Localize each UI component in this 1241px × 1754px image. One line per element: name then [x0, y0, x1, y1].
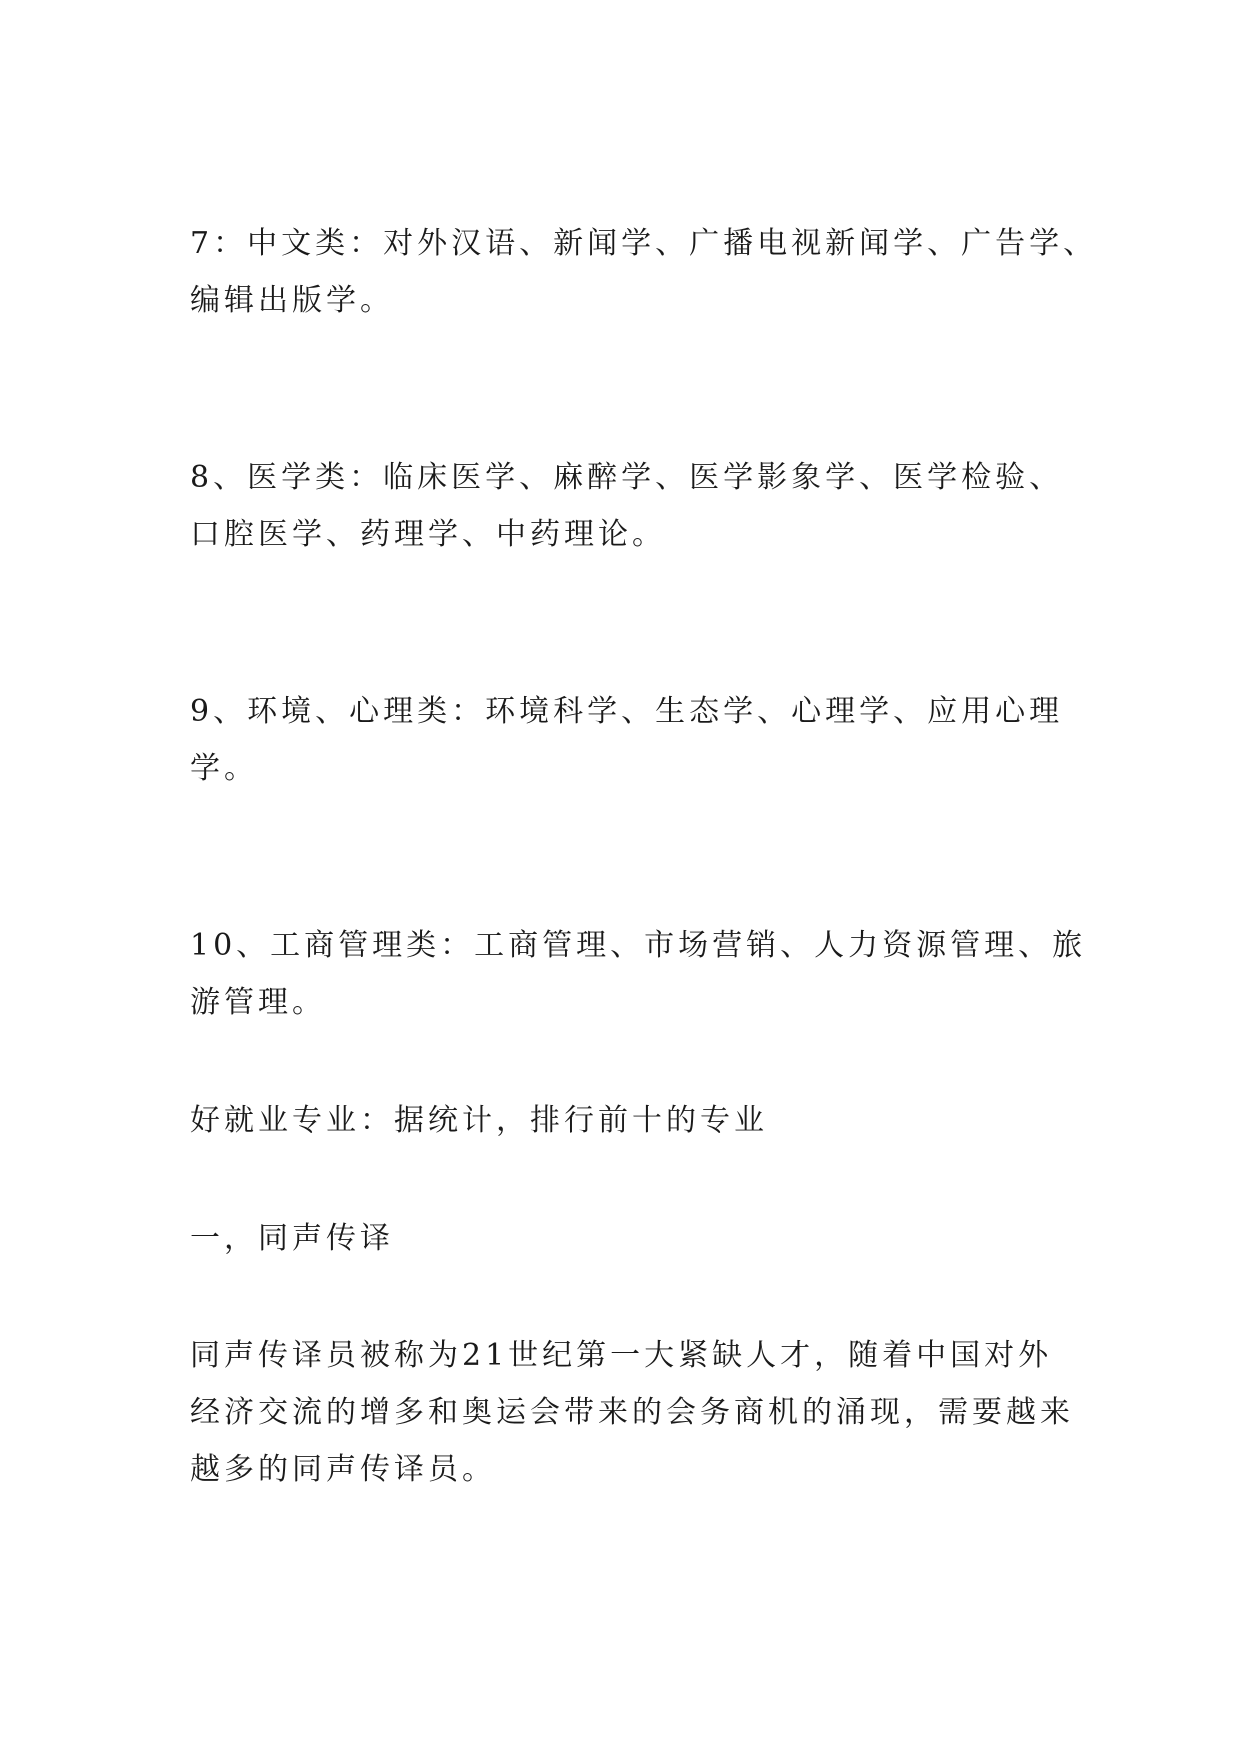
- text-line: 好就业专业：据统计，排行前十的专业: [190, 1103, 768, 1138]
- paragraph-chinese-majors: [190, 215, 1098, 329]
- paragraph-medical-majors: [190, 449, 1070, 563]
- text-line: 越多的同声传译员。: [190, 1452, 496, 1487]
- text-line: 学。: [190, 751, 258, 786]
- text-line: 编辑出版学。: [190, 283, 394, 318]
- paragraph-employment-intro: [190, 1092, 1070, 1149]
- paragraph-interpretation-body: [190, 1327, 1074, 1498]
- paragraph-business-management-majors: [190, 917, 1087, 1031]
- text-line: 游管理。: [190, 985, 326, 1020]
- text-line: 10、工商管理类：工商管理、市场营销、人力资源管理、旅: [190, 928, 1087, 963]
- text-line: 同声传译员被称为21世纪第一大紧缺人才，随着中国对外: [190, 1338, 1053, 1373]
- text-line: 8、医学类：临床医学、麻醉学、医学影象学、医学检验、: [190, 460, 1064, 495]
- text-line: 一，同声传译: [190, 1221, 394, 1256]
- section-heading-interpretation: [190, 1210, 1070, 1267]
- text-line: 经济交流的增多和奥运会带来的会务商机的涌现，需要越来: [190, 1395, 1074, 1430]
- text-line: 7：中文类：对外汉语、新闻学、广播电视新闻学、广告学、: [190, 226, 1098, 261]
- paragraph-environment-psychology-majors: [190, 683, 1070, 797]
- text-line: 9、环境、心理类：环境科学、生态学、心理学、应用心理: [190, 694, 1064, 729]
- text-line: 口腔医学、药理学、中药理论。: [190, 517, 666, 552]
